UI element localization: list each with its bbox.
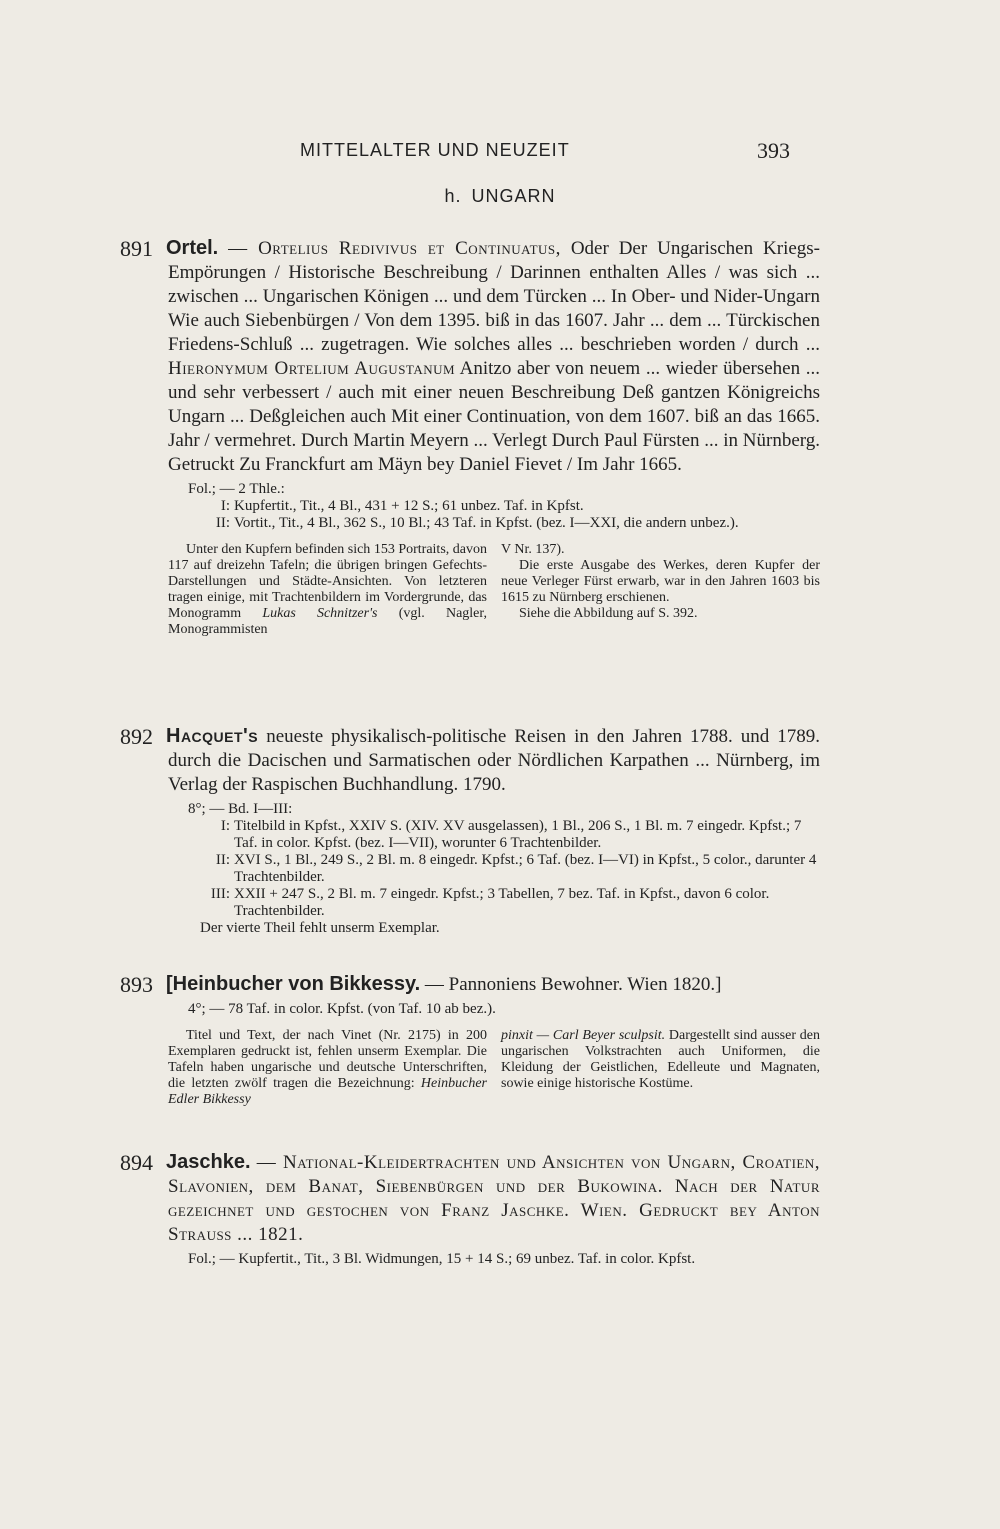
note-text: Siehe die Abbildung auf S. 392. (519, 606, 698, 621)
catalog-entry-892 (120, 724, 820, 937)
note-text: Dargestellt sind ausser den ungarischen Volkstrachten auch Uniformen, die Kleidung der Geistlichen, Edelleute und Magnaten, sowie einige historische Kostüme. (501, 1028, 820, 1091)
volume-line (220, 498, 820, 515)
entry-volumes (210, 818, 820, 920)
entry-number: 893 (120, 972, 153, 997)
section-letter: h. (444, 186, 462, 206)
entry-title-smallcaps: — Ortelius Redivivus et Continuatus, (228, 238, 561, 259)
entry-number: 891 (120, 236, 153, 261)
notes-left-column (168, 1028, 487, 1108)
entry-title-text: — Pannoniens Bewohner. Wien 1820.] (424, 974, 722, 995)
notes-left-column (168, 542, 487, 638)
entry-title (168, 1150, 820, 1247)
catalog-entry-891 (120, 236, 820, 638)
note-text: Titel und Text, der nach Vinet (Nr. 2175) in 200 Exemplaren gedruckt ist, fehlen unserm Exemplar. Die Tafeln haben ungarische und deutsche Unterschriften, die letzten zwölf tragen die Bezeichnung: (168, 1028, 487, 1091)
volume-label: III: (210, 886, 230, 902)
notes-right-column (501, 542, 820, 638)
entry-format: Fol.; — 2 Thle.: (188, 481, 285, 497)
section-title (0, 186, 1000, 207)
entry-notes (168, 542, 820, 638)
catalog-entry-893 (120, 972, 820, 1108)
entry-format: 4°; — 78 Taf. in color. Kpfst. (von Taf. 10 ab bez.). (188, 1001, 496, 1017)
volume-line (215, 852, 820, 886)
entry-title-smallcaps-2: Hieronymum Ortelium Augustanum (168, 358, 456, 379)
volume-line (220, 818, 820, 852)
note-italic: Heinbucher Edler Bikkessy (168, 1076, 487, 1107)
volume-text: Kupfertit., Tit., 4 Bl., 431 + 12 S.; 61 unbez. Taf. in Kpfst. (234, 498, 584, 514)
entry-volumes (215, 498, 820, 532)
entry-title (168, 972, 820, 997)
volume-label: II: (215, 515, 230, 531)
entry-number: 894 (120, 1150, 153, 1175)
entry-note: Der vierte Theil fehlt unserm Exemplar. (200, 920, 440, 936)
volume-text: Vortit., Tit., 4 Bl., 362 S., 10 Bl.; 43 Taf. in Kpfst. (bez. I—XXI, die andern unbez.). (234, 515, 739, 531)
entry-number: 892 (120, 724, 153, 749)
running-head (0, 140, 1000, 170)
volume-label: I: (220, 498, 230, 514)
volume-label: II: (215, 852, 230, 868)
entry-format: Fol.; — Kupfertit., Tit., 3 Bl. Widmungen, 15 + 14 S.; 69 unbez. Taf. in color. Kpfst. (188, 1251, 696, 1267)
volume-label: I: (220, 818, 230, 834)
entry-title-text: — National-Kleidertrachten und Ansichten von Ungarn, Croatien, Slavonien, dem Banat, Siebenbürgen und der Bukowina. Nach der Natur gezeichnet und gestochen von Franz Jaschke. Wien. Gedruckt bey Anton Strauss ... 1821. (168, 1152, 820, 1245)
entry-title-text: Oder Der Ungarischen Kriegs-Empörungen / Historische Beschreibung / Darinnen enthalten Alles / was sich ... zwischen ... Ungarischen Königen ... und dem Türcken ... In Ober- und Nider-Ungarn Wie auch Siebenbürgen / Von dem 1395. biß in das 1607. Jahr ... dem ... Türckischen Friedens-Schluß ... zugetragen. Wie solches alles ... beschrieben worden / durch ... (168, 238, 821, 355)
note-text: Die erste Ausgabe des Werkes, deren Kupfer der neue Verleger Fürst erwarb, war in den Jahren 1603 bis 1615 zu Nürnberg erschienen. (501, 558, 820, 605)
entry-notes (168, 1028, 820, 1108)
entry-title (168, 724, 820, 797)
entry-author: Hacquet's (166, 725, 259, 747)
volume-text: Titelbild in Kpfst., XXIV S. (XIV. XV ausgelassen), 1 Bl., 206 S., 1 Bl. m. 7 eingedr. Kpfst.; 7 Taf. in color. Kpfst. (bez. I—VII), worunter 6 Trachtenbilder. (234, 818, 802, 851)
volume-text: XXII + 247 S., 2 Bl. m. 7 eingedr. Kpfst.; 3 Tabellen, 7 bez. Taf. in Kpfst., davon 6 color. Trachtenbilder. (234, 886, 770, 919)
note-text: (vgl. Nagler, Monogrammisten (168, 606, 487, 637)
volume-line (210, 886, 820, 920)
note-text: Unter den Kupfern befinden sich 153 Portraits, davon 117 auf dreizehn Tafeln; die übrigen bringen Gefechts-Darstellungen und Städte-Ansichten. Von letzteren tragen einige, mit Trachtenbildern im Vordergrunde, das Monogramm (168, 542, 487, 621)
volume-text: XVI S., 1 Bl., 249 S., 2 Bl. m. 8 eingedr. Kpfst.; 6 Taf. (bez. I—VI) in Kpfst., 5 color., darunter 4 Trachtenbilder. (234, 852, 817, 885)
note-text: V Nr. 137). (501, 542, 565, 557)
catalog-entry-894 (120, 1150, 820, 1268)
volume-line (215, 515, 820, 532)
running-head-title: MITTELALTER UND NEUZEIT (300, 140, 570, 160)
entry-author: Jaschke. (166, 1151, 251, 1173)
entry-title (168, 236, 820, 477)
entry-format: 8°; — Bd. I—III: (188, 801, 293, 817)
notes-right-column (501, 1028, 820, 1108)
note-italic: pinxit — Carl Beyer sculpsit. (501, 1028, 666, 1043)
section-name: UNGARN (471, 186, 556, 206)
entry-title-text-2: Anitzo aber von neuem ... wieder übersehen ... und sehr verbessert / auch mit einer neuen Beschreibung Deß gantzen Königreichs Ungarn ... Deßgleichen auch Mit einer Continuation, von dem 1607. biß an das 1665. Jahr / vermehret. Durch Martin Meyern ... Verlegt Durch Paul Fürsten ... in Nürnberg. Getruckt Zu Franckfurt am Mäyn bey Daniel Fievet / Im Jahr 1665. (168, 358, 821, 475)
page-number: 393 (757, 138, 790, 163)
entry-title-text: neueste physikalisch-politische Reisen in den Jahren 1788. und 1789. durch die Dacischen und Sarmatischen oder Nördlichen Karpathen ... Nürnberg, im Verlag der Raspischen Buchhandlung. 1790. (168, 726, 821, 795)
entry-author: [Heinbucher von Bikkessy. (166, 973, 421, 995)
note-italic: Lukas Schnitzer's (262, 606, 378, 621)
entry-author: Ortel. (166, 237, 219, 259)
